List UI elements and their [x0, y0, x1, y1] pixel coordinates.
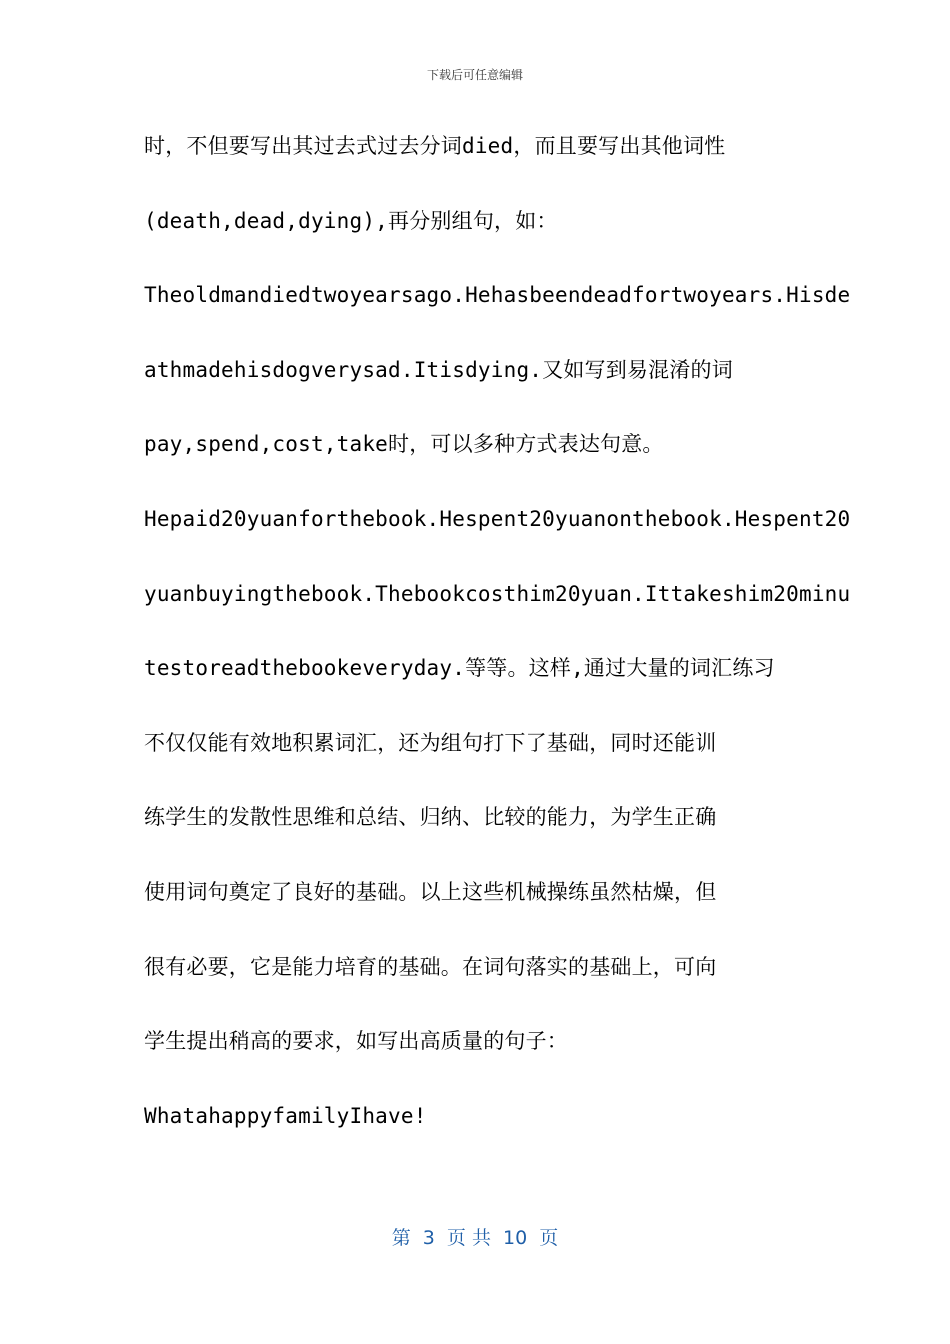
text-line: 练学生的发散性思维和总结、归纳、比较的能力，为学生正确 [144, 805, 717, 830]
text-line: testoreadthebookeveryday.等等。这样,通过大量的词汇练习 [144, 656, 775, 681]
text-line: (death,dead,dying),再分别组句，如： [144, 208, 558, 233]
text-line: athmadehisdogverysad.Itisdying.又如写到易混淆的词 [144, 357, 733, 382]
page-header: 下载后可任意编辑 [426, 68, 523, 82]
document-body [144, 122, 851, 1166]
text-line: yuanbuyingthebook.Thebookcosthim20yuan.Ittakeshim20minu [144, 581, 851, 606]
page-number-footer: 第 3 页 共 10 页 [391, 1227, 559, 1249]
text-line: 不仅仅能有效地积累词汇，还为组句打下了基础，同时还能训 [144, 730, 717, 755]
text-line: pay,spend,cost,take时，可以多种方式表达句意。 [144, 432, 664, 457]
text-line: Theoldmandiedtwoyearsago.Hehasbeendeadfortwoyears.Hisde [144, 283, 851, 308]
text-line: 时，不但要写出其过去式过去分词died，而且要写出其他词性 [144, 134, 726, 158]
text-line: WhatahappyfamilyIhave! [144, 1103, 427, 1128]
text-line: 学生提出稍高的要求，如写出高质量的句子： [144, 1029, 568, 1054]
text-line: Hepaid20yuanforthebook.Hespent20yuanonthebook.Hespent20 [144, 506, 851, 531]
text-line: 使用词句奠定了良好的基础。以上这些机械操练虽然枯燥，但 [144, 879, 717, 904]
text-line: 很有必要，它是能力培育的基础。在词句落实的基础上，可向 [144, 954, 717, 979]
